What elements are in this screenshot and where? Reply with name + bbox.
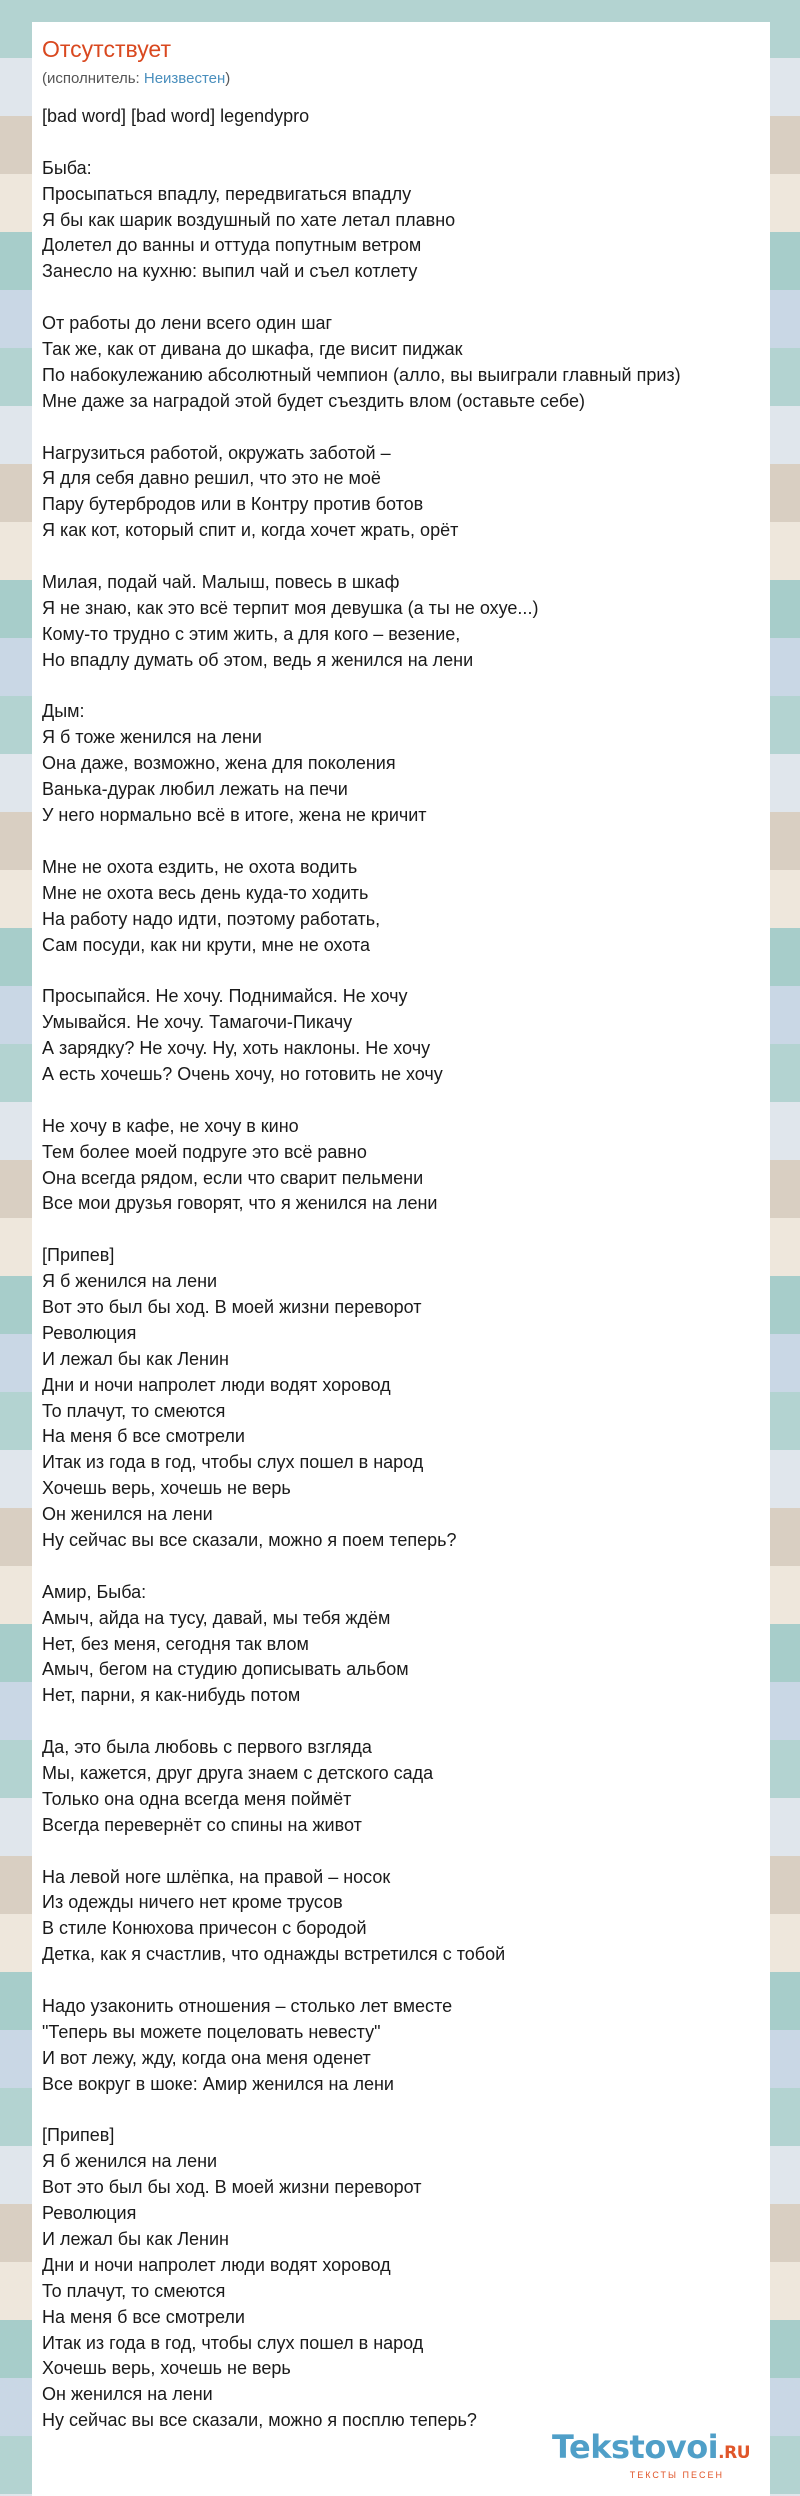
- lyric-line: Я б тоже женился на лени: [42, 727, 262, 748]
- lyric-line: [bad word] [bad word] legendypro: [42, 106, 310, 126]
- stanza-gap: [42, 1217, 762, 1243]
- lyric-line: Ванька-дурак любил лежать на печи: [42, 779, 348, 800]
- lyric-line: Мне не охота весь день куда-то ходить: [42, 882, 369, 903]
- lyric-line: Так же, как от дивана до шкафа, где висит пиджак: [42, 339, 463, 360]
- lyric-line: "Теперь вы можете поцеловать невесту": [42, 2021, 381, 2042]
- lyric-line: Нагрузиться работой, окружать заботой –: [42, 442, 391, 463]
- lyrics-text: [42, 104, 762, 2434]
- lyric-line: В стиле Конюхова причесон с бородой: [42, 1918, 367, 1939]
- lyric-line: Из одежды ничего нет кроме трусов: [42, 1892, 343, 1913]
- lyric-line: Хочешь верь, хочешь не верь: [42, 1478, 291, 1499]
- logo-wordmark: [552, 2430, 750, 2470]
- stanza-gap: [42, 1839, 762, 1865]
- lyric-line: А зарядку? Не хочу. Ну, хоть наклоны. Не хочу: [42, 1038, 431, 1059]
- lyric-line: Мы, кажется, друг друга знаем с детского сада: [42, 1763, 434, 1783]
- stanza-gap: [42, 1554, 762, 1580]
- lyric-line: Да, это была любовь с первого взгляда: [42, 1737, 372, 1758]
- lyric-line: Амыч, бегом на студию дописывать альбом: [42, 1659, 409, 1680]
- site-logo[interactable]: [552, 2430, 750, 2480]
- stanza-gap: [42, 958, 762, 984]
- lyric-line: От работы до лени всего один шаг: [42, 313, 333, 334]
- artist-line: [42, 70, 230, 88]
- lyric-line: Просыпайся. Не хочу. Поднимайся. Не хочу: [42, 986, 408, 1007]
- lyric-line: На работу надо идти, поэтому работать,: [42, 908, 381, 929]
- lyric-line: Я бы как шарик воздушный по хате летал плавно: [42, 209, 456, 230]
- lyric-line: Я б женился на лени: [42, 2151, 218, 2172]
- lyric-line: Тем более моей подруге это всё равно: [42, 1141, 367, 1162]
- lyric-line: Только она одна всегда меня поймёт: [42, 1788, 352, 1809]
- lyric-line: Просыпаться впадлу, передвигаться впадлу: [42, 183, 412, 204]
- stanza-gap: [42, 829, 762, 855]
- lyric-line: Надо узаконить отношения – столько лет вместе: [42, 1996, 453, 2017]
- lyric-line: На левой ноге шлёпка, на правой – носок: [42, 1866, 391, 1887]
- lyric-line: Революция: [42, 1322, 137, 1343]
- lyric-line: Занесло на кухню: выпил чай и съел котлету: [42, 261, 418, 282]
- logo-tagline: ТЕКСТЫ ПЕСЕН: [629, 2470, 724, 2480]
- stanza-gap: [42, 285, 762, 311]
- lyric-line: Все вокруг в шоке: Амир женился на лени: [42, 2073, 394, 2094]
- lyric-line: На меня б все смотрели: [42, 1426, 245, 1447]
- stanza-gap: [42, 1709, 762, 1735]
- lyric-line: И вот лежу, жду, когда она меня оденет: [42, 2047, 371, 2068]
- lyric-line: Ну сейчас вы все сказали, можно я посплю теперь?: [42, 2410, 477, 2431]
- lyric-line: Итак из года в год, чтобы слух пошел в народ: [42, 2332, 424, 2353]
- stanza-gap: [42, 1088, 762, 1114]
- lyric-line: И лежал бы как Ленин: [42, 1348, 229, 1369]
- lyric-line: Итак из года в год, чтобы слух пошел в народ: [42, 1452, 424, 1473]
- artist-suffix: ): [225, 70, 231, 87]
- lyric-line: Умывайся. Не хочу. Тамагочи-Пикачу: [42, 1012, 353, 1033]
- stanza-gap: [42, 1968, 762, 1994]
- lyric-line: Он женился на лени: [42, 1504, 213, 1525]
- lyric-line: Не хочу в кафе, не хочу в кино: [42, 1115, 299, 1136]
- lyric-line: Она даже, возможно, жена для поколения: [42, 753, 396, 774]
- lyric-line: Пару бутербродов или в Контру против ботов: [42, 494, 424, 515]
- lyric-line: Долетел до ванны и оттуда попутным ветром: [42, 235, 422, 256]
- stanza-gap: [42, 2098, 762, 2124]
- lyric-line: То плачут, то смеются: [42, 1400, 226, 1421]
- song-title: Отсутствует: [42, 36, 171, 62]
- lyric-line: Амир, Быба:: [42, 1581, 147, 1602]
- lyric-line: Хочешь верь, хочешь не верь: [42, 2358, 291, 2379]
- stanza-gap: [42, 415, 762, 441]
- lyric-line: На меня б все смотрели: [42, 2306, 245, 2327]
- lyric-line: Все мои друзья говорят, что я женился на лени: [42, 1193, 438, 1214]
- lyric-line: Он женился на лени: [42, 2384, 213, 2405]
- artist-prefix: (исполнитель:: [42, 70, 144, 87]
- lyrics-card: [32, 22, 770, 2496]
- lyric-line: Она всегда рядом, если что сварит пельмени: [42, 1167, 424, 1188]
- lyric-line: Всегда перевернёт со спины на живот: [42, 1814, 362, 1835]
- lyric-line: Вот это был бы ход. В моей жизни переворот: [42, 1296, 422, 1317]
- lyric-line: Дым:: [42, 701, 85, 722]
- lyric-line: По набокулежанию абсолютный чемпион (алло, вы выиграли главный приз): [42, 364, 681, 385]
- lyric-line: У него нормально всё в итоге, жена не кричит: [42, 805, 427, 826]
- lyric-line: То плачут, то смеются: [42, 2280, 226, 2301]
- lyric-line: Детка, как я счастлив, что однажды встретился с тобой: [42, 1944, 506, 1965]
- lyric-line: Я для себя давно решил, что это не моё: [42, 468, 381, 489]
- stanza-gap: [42, 544, 762, 570]
- lyric-line: Революция: [42, 2203, 137, 2224]
- lyric-line: Быба:: [42, 157, 92, 178]
- lyric-line: Но впадлу думать об этом, ведь я женился на лени: [42, 649, 474, 670]
- lyric-line: [Припев]: [42, 1245, 115, 1266]
- artist-link[interactable]: Неизвестен: [143, 70, 226, 87]
- stanza-gap: [42, 130, 762, 156]
- stanza-gap: [42, 674, 762, 700]
- logo-tld: .RU: [718, 2443, 750, 2463]
- lyric-line: Вот это был бы ход. В моей жизни переворот: [42, 2177, 422, 2198]
- lyric-line: Нет, без меня, сегодня так влом: [42, 1633, 309, 1654]
- lyric-line: Дни и ночи напролет люди водят хоровод: [42, 1374, 391, 1395]
- lyric-line: Сам посуди, как ни крути, мне не охота: [42, 934, 370, 955]
- logo-name: Tekstovoi: [551, 2428, 719, 2466]
- lyric-line: Кому-то трудно с этим жить, а для кого – везение,: [42, 623, 461, 644]
- lyric-line: Амыч, айда на тусу, давай, мы тебя ждём: [42, 1607, 391, 1628]
- lyric-line: Мне даже за наградой этой будет съездить влом (оставьте себе): [42, 390, 585, 411]
- lyric-line: Дни и ночи напролет люди водят хоровод: [42, 2254, 391, 2275]
- lyric-line: Я б женился на лени: [42, 1271, 218, 1292]
- lyric-line: А есть хочешь? Очень хочу, но готовить не хочу: [42, 1063, 443, 1084]
- lyric-line: Я как кот, который спит и, когда хочет жрать, орёт: [42, 520, 459, 541]
- lyric-line: Ну сейчас вы все сказали, можно я поем теперь?: [42, 1529, 457, 1550]
- lyric-line: Я не знаю, как это всё терпит моя девушка (а ты не охуе...): [42, 597, 539, 618]
- lyric-line: И лежал бы как Ленин: [42, 2229, 229, 2250]
- lyric-line: Мне не охота ездить, не охота водить: [42, 856, 358, 877]
- lyric-line: Милая, подай чай. Малыш, повесь в шкаф: [42, 572, 400, 593]
- lyric-line: Нет, парни, я как-нибудь потом: [42, 1685, 301, 1706]
- lyric-line: [Припев]: [42, 2125, 115, 2146]
